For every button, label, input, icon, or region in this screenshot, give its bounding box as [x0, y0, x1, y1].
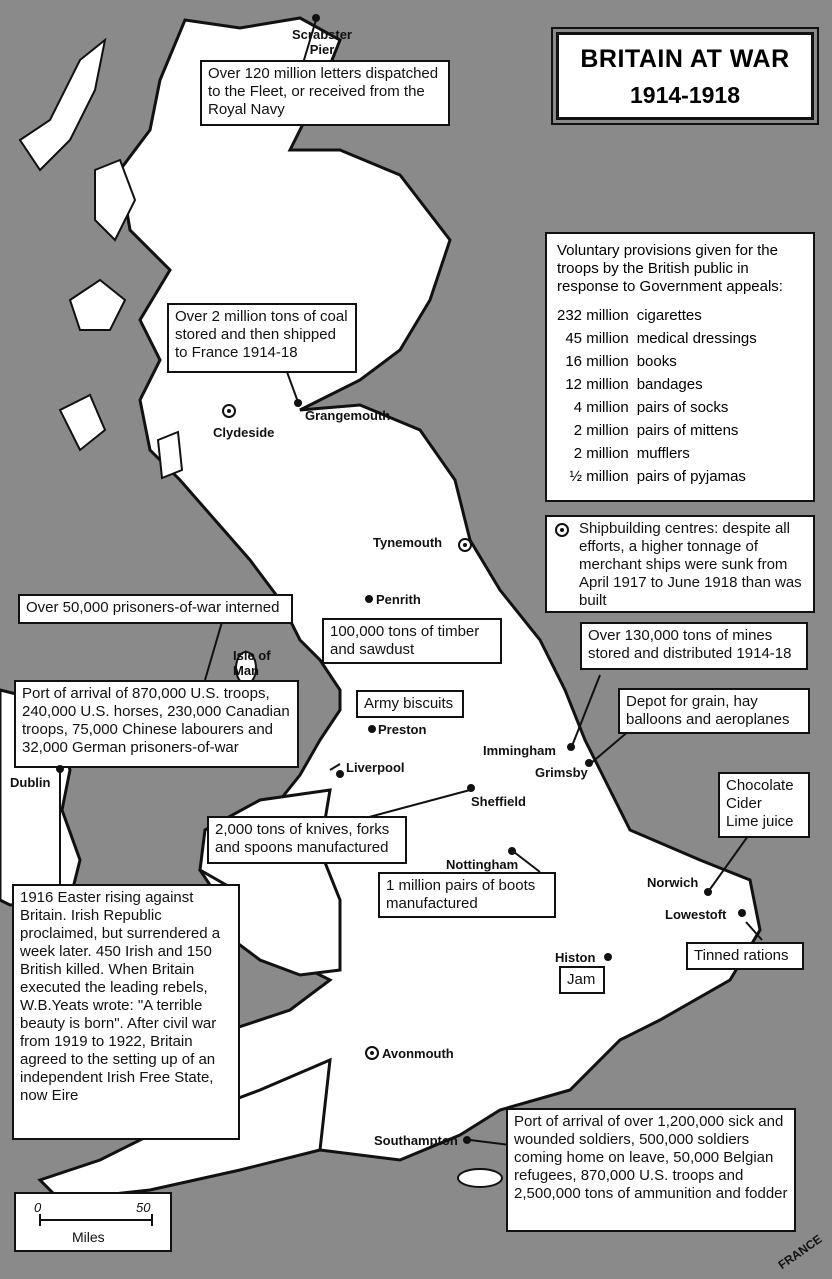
provision-item: pairs of pyjamas	[636, 468, 746, 485]
lowestoft-marker	[738, 909, 746, 917]
annotation-grimsby: Depot for grain, hay balloons and aeroplanes	[618, 688, 810, 734]
place-liverpool: Liverpool	[346, 760, 405, 775]
provisions-intro: Voluntary provisions given for the troops by the British public in response to Government appeals:	[557, 242, 783, 295]
annotation-isle-of-man: Over 50,000 prisoners-of-war interned	[18, 594, 293, 624]
place-norwich: Norwich	[647, 875, 699, 890]
place-grimsby: Grimsby	[535, 765, 588, 780]
norwich-marker	[704, 888, 712, 896]
norwich-product: Lime juice	[726, 813, 794, 830]
provision-row	[557, 419, 757, 442]
southampton-marker	[463, 1136, 471, 1144]
place-nottingham: Nottingham	[446, 857, 519, 872]
annotation-histon: Jam	[559, 966, 605, 994]
provision-item: bandages	[636, 376, 703, 393]
arran-landmass	[158, 432, 182, 478]
shipbuilding-symbol-icon	[555, 523, 569, 537]
place-preston: Preston	[378, 722, 427, 737]
isle-of-wight-landmass	[458, 1169, 502, 1187]
provision-item: medical dressings	[636, 330, 757, 347]
avonmouth-shipbuilding-icon	[365, 1046, 379, 1060]
provision-amount: 12 million	[565, 376, 629, 393]
scale-label: Miles	[72, 1229, 105, 1245]
provision-item: mufflers	[636, 445, 690, 462]
provision-amount: 232 million	[557, 307, 629, 324]
grangemouth-marker	[294, 399, 302, 407]
shipbuilding-legend-text: Shipbuilding centres: despite all efforts, a higher tonnage of merchant ships were sunk from April 1917 to June 1918 than was built	[579, 520, 802, 609]
clydeside-shipbuilding-icon	[222, 404, 236, 418]
annotation-scrabster: Over 120 million letters dispatched to the Fleet, or received from the Royal Navy	[200, 60, 450, 126]
provision-item: cigarettes	[636, 307, 702, 324]
liverpool-marker	[336, 770, 344, 778]
penrith-marker	[365, 595, 373, 603]
provision-amount: 45 million	[565, 330, 629, 347]
sheffield-marker	[467, 784, 475, 792]
provision-amount: 16 million	[565, 353, 629, 370]
annotation-immingham: Over 130,000 tons of mines stored and distributed 1914-18	[580, 622, 808, 670]
nottingham-marker	[508, 847, 516, 855]
annotation-grangemouth: Over 2 million tons of coal stored and then shipped to France 1914-18	[167, 303, 357, 373]
histon-marker	[604, 953, 612, 961]
provision-row	[557, 373, 757, 396]
provision-row	[557, 465, 757, 488]
place-france: FRANCE	[775, 1231, 825, 1273]
shipbuilding-legend	[545, 515, 815, 613]
annotation-norwich	[718, 772, 810, 838]
annotation-nottingham: 1 million pairs of boots manufactured	[378, 872, 556, 918]
place-lowestoft: Lowestoft	[665, 907, 727, 922]
annotation-penrith: 100,000 tons of timber and sawdust	[322, 618, 502, 664]
annotation-lowestoft: Tinned rations	[686, 942, 804, 970]
provisions-table	[557, 304, 757, 488]
scale-zero: 0	[34, 1200, 42, 1215]
place-southampton: Southampton	[374, 1133, 458, 1148]
place-sheffield: Sheffield	[471, 794, 526, 809]
provision-row	[557, 327, 757, 350]
place-grangemouth: Grangemouth	[305, 408, 391, 423]
provision-row	[557, 350, 757, 373]
provision-amount: ½ million	[569, 468, 629, 485]
place-dublin: Dublin	[10, 775, 51, 790]
annotation-sheffield: 2,000 tons of knives, forks and spoons manufactured	[207, 816, 407, 864]
provision-row	[557, 396, 757, 419]
dublin-marker	[56, 765, 64, 773]
place-isle-of-man: Isle of Man	[233, 648, 271, 678]
title: BRITAIN AT WAR	[580, 45, 790, 73]
title-years: 1914-1918	[630, 82, 740, 108]
scale-bar	[14, 1192, 172, 1252]
annotation-liverpool: Port of arrival of 870,000 U.S. troops, 240,000 U.S. horses, 230,000 Canadian troops, 75,000 Chinese labourers and 32,000 German prisoners-of-war	[14, 680, 299, 768]
preston-marker	[368, 725, 376, 733]
provision-row	[557, 304, 757, 327]
place-tynemouth: Tynemouth	[373, 535, 443, 550]
immingham-marker	[567, 743, 575, 751]
provisions-panel	[545, 232, 815, 502]
norwich-product: Chocolate	[726, 777, 794, 794]
provision-item: pairs of mittens	[636, 422, 739, 439]
annotation-southampton: Port of arrival of over 1,200,000 sick and wounded soldiers, 500,000 soldiers coming home on leave, 50,000 Belgian refugees, 870,000 U.S. troops and 2,500,000 tons of ammunition and fodder	[506, 1108, 796, 1232]
place-avonmouth: Avonmouth	[382, 1046, 454, 1061]
title-box	[556, 32, 814, 120]
provision-item: pairs of socks	[636, 399, 729, 416]
norwich-product: Cider	[726, 795, 762, 812]
place-histon: Histon	[555, 950, 596, 965]
provision-item: books	[636, 353, 677, 370]
scrabster-marker	[312, 14, 320, 22]
provision-amount: 2 million	[573, 422, 629, 439]
annotation-preston: Army biscuits	[356, 690, 464, 718]
annotation-dublin: 1916 Easter rising against Britain. Irish Republic proclaimed, but surrendered a week later. 450 Irish and 150 British killed. When Britain executed the leading rebels, W.B.Yeats wrote: "A terrible beauty is born". After civil war from 1919 to 1922, Britain agreed to the setting up of an independent Irish Free State, now Eire	[12, 884, 240, 1140]
provision-row	[557, 442, 757, 465]
place-clydeside: Clydeside	[213, 425, 275, 440]
provision-amount: 4 million	[573, 399, 629, 416]
place-penrith: Penrith	[376, 592, 421, 607]
provision-amount: 2 million	[573, 445, 629, 462]
tynemouth-shipbuilding-icon	[458, 538, 472, 552]
place-immingham: Immingham	[483, 743, 556, 758]
place-scrabster: Scrabster Pier	[292, 27, 352, 57]
scale-fifty: 50	[136, 1200, 151, 1215]
